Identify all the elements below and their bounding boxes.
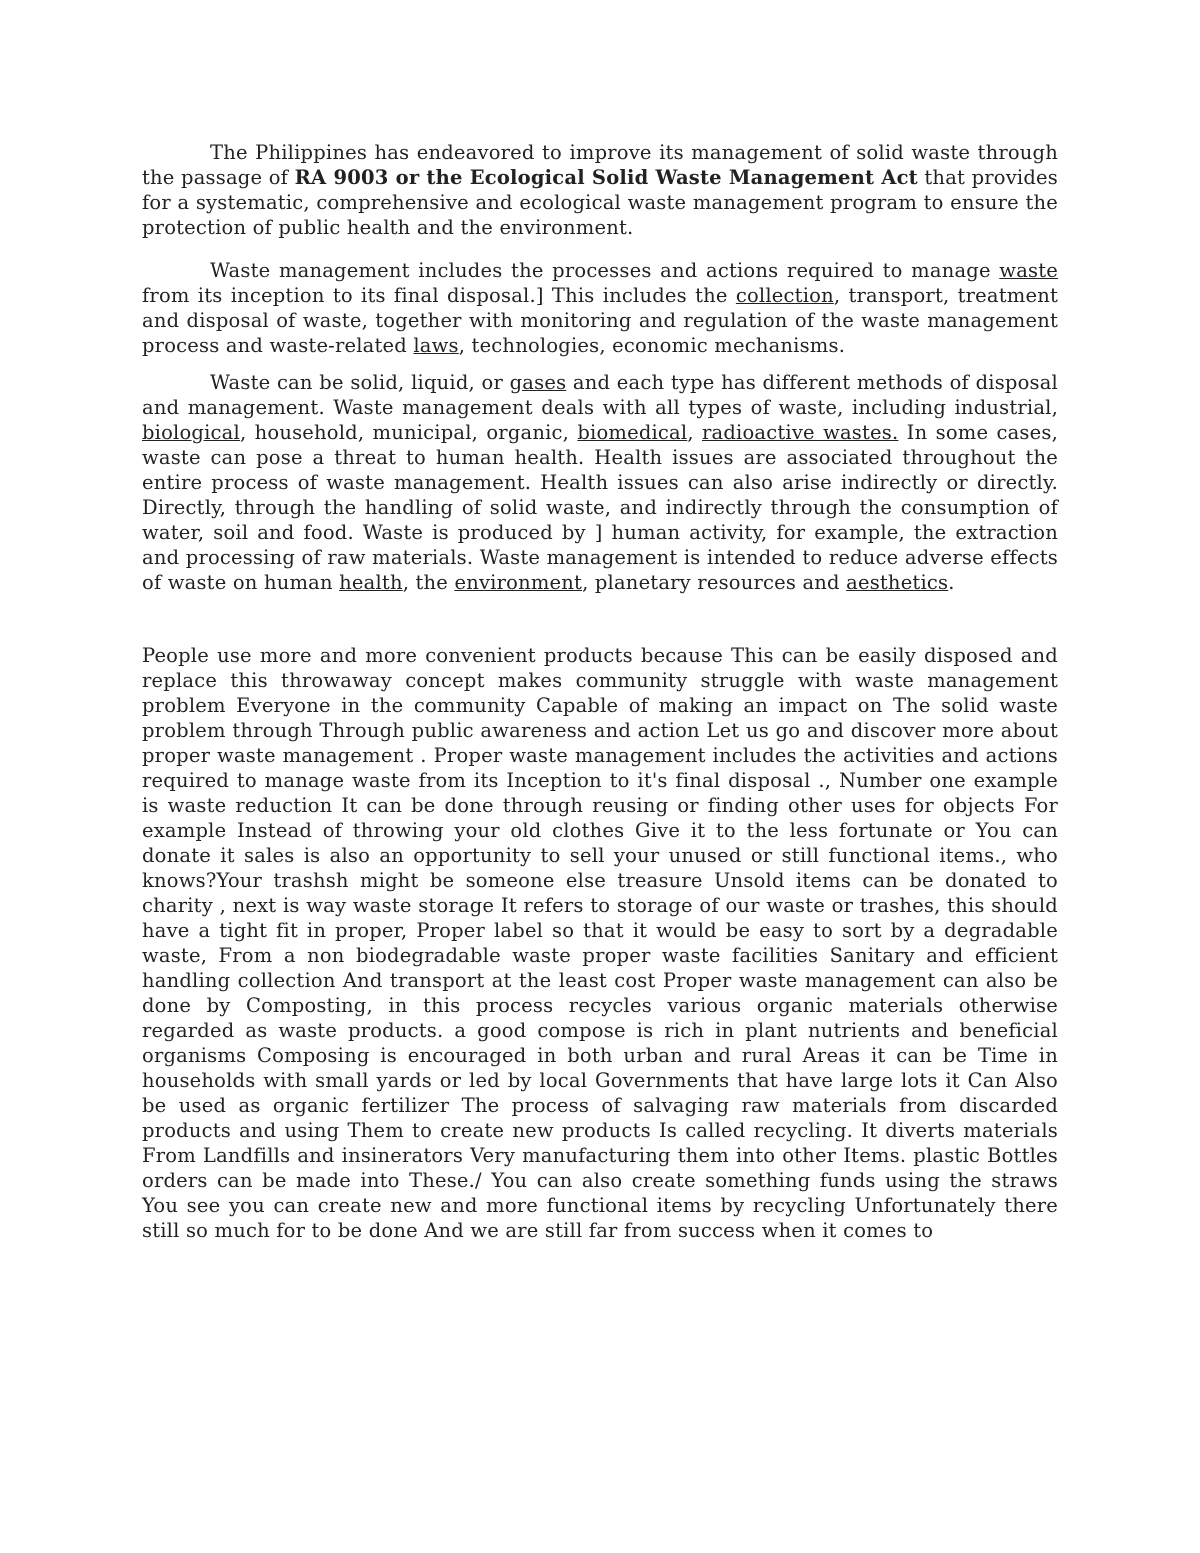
link-biological[interactable]: biological xyxy=(142,421,240,444)
paragraph-text: , transport, treatment and disposal of waste, together with monitoring and regulation of the waste management process and waste-related xyxy=(142,284,1058,357)
paragraph-waste-management xyxy=(142,258,1058,358)
link-reference-1[interactable]: ] xyxy=(535,284,544,307)
paragraph-text: In some cases, waste can pose a threat to human health. Health issues are associated throughout the entire process of waste management. Health issues can also arise indirectly or directly. Directly, through the handling of solid waste, and indirectly through the consumption of water, soil and food. Waste is produced by xyxy=(142,421,1058,544)
link-collection[interactable]: collection xyxy=(735,284,834,307)
paragraph-text: human activity, for example, the extraction and processing of raw materials. Waste management is intended to reduce adverse effects of waste on human xyxy=(142,521,1059,594)
link-laws[interactable]: laws xyxy=(413,334,459,357)
link-reference-2[interactable]: ] xyxy=(594,521,603,544)
paragraph-text: The Philippines has endeavored to improve its management of solid waste through the passage of xyxy=(142,141,1058,189)
paragraph-text: , technologies, economic mechanisms. xyxy=(458,334,846,357)
paragraph-ra9003 xyxy=(142,140,1058,240)
link-aesthetics[interactable]: aesthetics xyxy=(846,571,949,594)
paragraph-text: from its inception to its final disposal. xyxy=(142,284,536,307)
paragraph-text: , planetary resources and xyxy=(582,571,847,594)
paragraph-convenient-products: People use more and more convenient products because This can be easily disposed and replace this throwaway concept makes community struggle with waste management problem Everyone in the community Capable of making an impact on The solid waste problem through Through public awareness and action Let us go and discover more about proper waste management . Proper waste management includes the activities and actions required to manage waste from its Inception to it's final disposal ., Number one example is waste reduction It can be done through reusing or finding other uses for objects For example Instead of throwing your old clothes Give it to the less fortunate or You can donate it sales is also an opportunity to sell your unused or still functional items., who knows?Your trashsh might be someone else treasure Unsold items can be donated to charity , next is way waste storage It refers to storage of our waste or trashes, this should have a tight fit in proper, Proper label so that it would be easy to sort by a degradable waste, From a non biodegradable waste proper waste facilities Sanitary and efficient handling collection And transport at the least cost Proper waste management can also be done by Composting, in this process recycles various organic materials otherwise regarded as waste products. a good compose is rich in plant nutrients and beneficial organisms Composing is encouraged in both urban and rural Areas it can be Time in households with small yards or led by local Governments that have large lots it Can Also be used as organic fertilizer The process of salvaging raw materials from discarded products and using Them to create new products Is called recycling. It diverts materials From Landfills and insinerators Very manufacturing them into other Items. plastic Bottles orders can be made into These./ You can also create something funds using the straws You see you can create new and more functional items by recycling Unfortunately there still so much for to be done And we are still far from success when it comes to xyxy=(142,644,1058,1242)
link-environment[interactable]: environment xyxy=(454,571,583,594)
paragraph-text: and each type has different methods of disposal and management. Waste management deals with all types of waste, including industrial, xyxy=(142,371,1058,419)
link-biomedical[interactable]: biomedical xyxy=(577,421,688,444)
paragraph-text: that provides for a systematic, comprehensive and ecological waste management program to ensure the protection of public health and the environment. xyxy=(142,166,1058,239)
paragraph-text: , the xyxy=(402,571,455,594)
act-title: RA 9003 or the Ecological Solid Waste Management Act xyxy=(294,166,918,189)
paragraph-text: Waste management includes the processes and actions required to manage xyxy=(210,259,1000,282)
paragraph-waste-types xyxy=(142,370,1058,595)
paragraph-text: , household, municipal, organic, xyxy=(239,421,578,444)
paragraph-text: This includes the xyxy=(543,284,736,307)
paragraph-text: . xyxy=(948,571,955,594)
link-gases[interactable]: gases xyxy=(509,371,567,394)
link-waste[interactable]: waste xyxy=(999,259,1058,282)
document-page xyxy=(142,140,1058,1243)
paragraph-text: , xyxy=(687,421,703,444)
link-health[interactable]: health xyxy=(339,571,403,594)
link-radioactive-wastes[interactable]: radioactive wastes. xyxy=(702,421,899,444)
paragraph-text: Waste can be solid, liquid, or xyxy=(210,371,510,394)
